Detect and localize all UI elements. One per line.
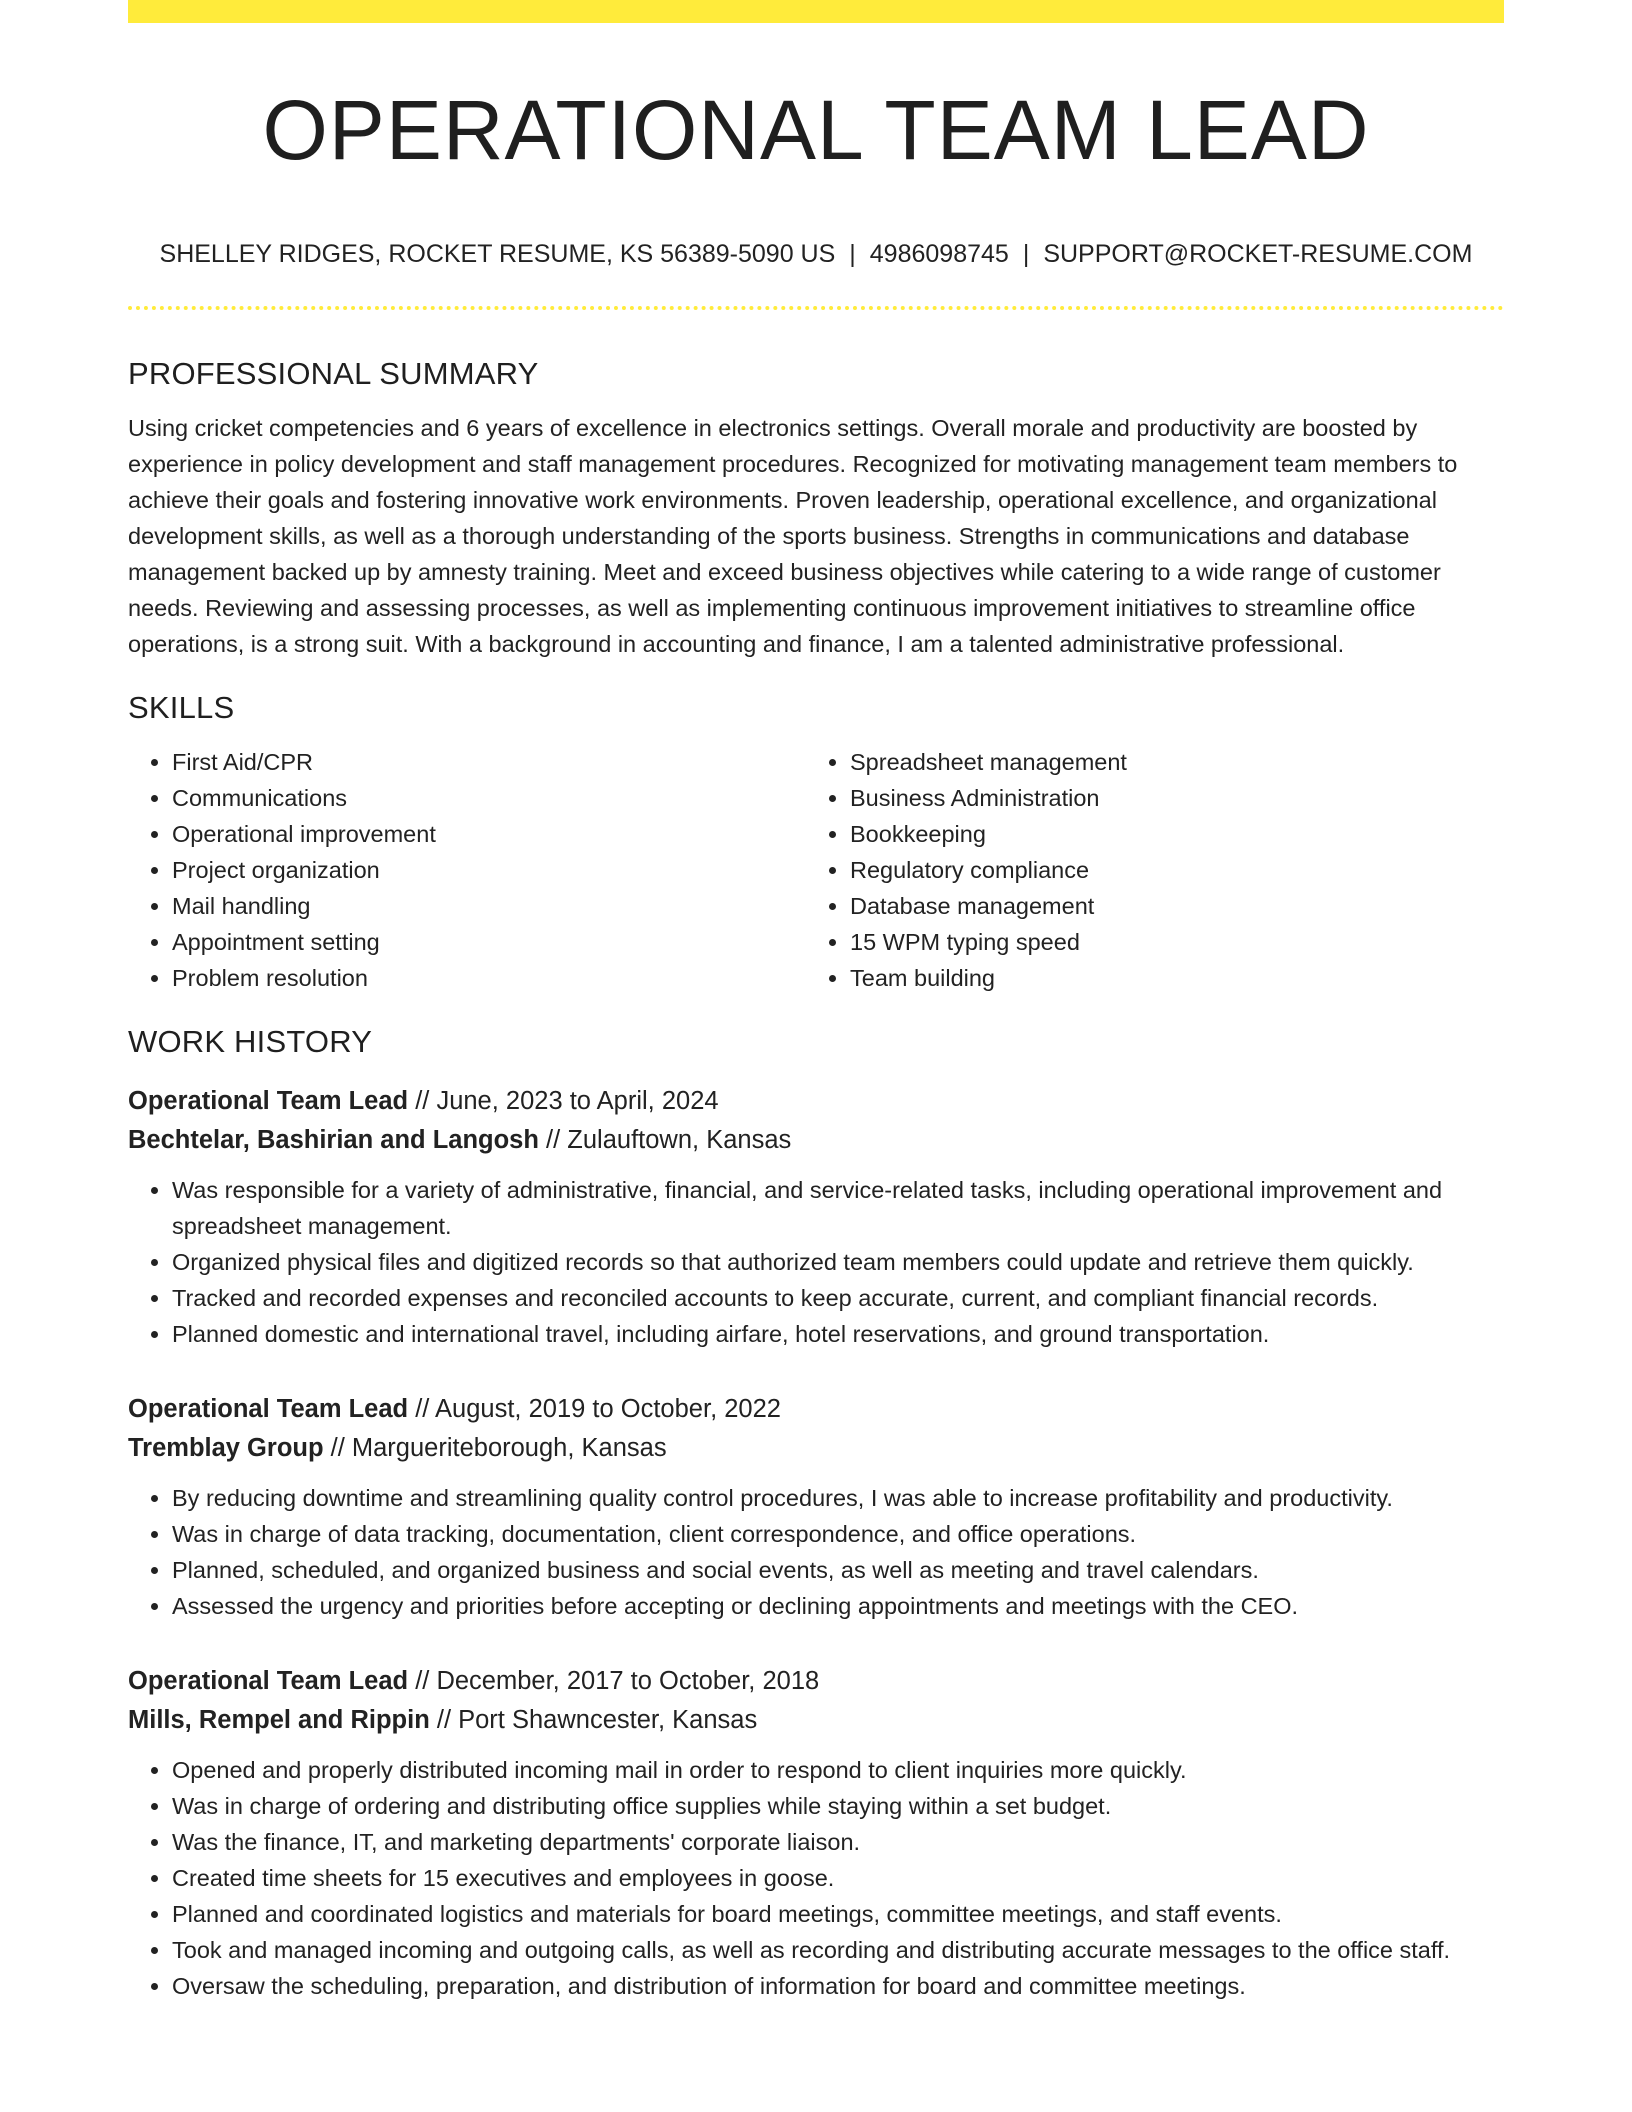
skill-item: • Project organization <box>172 852 806 888</box>
job-entry <box>128 1082 1504 1352</box>
job-bullets <box>128 1480 1504 1624</box>
skill-item: • Spreadsheet management <box>850 744 1484 780</box>
job-company: Bechtelar, Bashirian and Langosh <box>128 1126 539 1154</box>
contact-phone: 4986098745 <box>869 240 1009 268</box>
job-entry <box>128 1390 1504 1624</box>
work-history-heading: WORK HISTORY <box>128 1024 373 1059</box>
skill-item: • Team building <box>850 960 1484 996</box>
job-bullet: • Opened and properly distributed incoming mail in order to respond to client inquiries more quickly. <box>172 1752 1504 1788</box>
skill-item: • Communications <box>172 780 806 816</box>
skill-item: • Mail handling <box>172 888 806 924</box>
skill-item: • Appointment setting <box>172 924 806 960</box>
skills-list <box>128 744 1504 996</box>
summary-text: Using cricket competencies and 6 years of excellence in electronics settings. Overall morale and productivity are boosted by experience in policy development and staff management procedures. Recognized for motivating management team members to achieve their goals and fostering innovative work environments. Proven leadership, operational excellence, and organizational development skills, as well as a thorough understanding of the sports business. Strengths in communications and database management backed up by amnesty training. Meet and exceed business objectives while catering to a wide range of customer needs. Reviewing and assessing processes, as well as implementing continuous improvement initiatives to streamline office operations, is a strong suit. With a background in accounting and finance, I am a talented administrative professional. <box>128 415 1458 657</box>
job-location: // Margueriteborough, Kansas <box>323 1434 667 1462</box>
job-entry <box>128 1662 1504 2004</box>
job-bullet: • Took and managed incoming and outgoing calls, as well as recording and distributing accurate messages to the office staff. <box>172 1932 1504 1968</box>
job-bullets <box>128 1752 1504 2004</box>
job-title-line <box>128 1390 1504 1429</box>
job-company: Tremblay Group <box>128 1434 324 1462</box>
skill-item: • Problem resolution <box>172 960 806 996</box>
job-title-line <box>128 1662 1504 1701</box>
skill-item: • Operational improvement <box>172 816 806 852</box>
job-company-line <box>128 1121 1504 1160</box>
skill-item: • Regulatory compliance <box>850 852 1484 888</box>
job-location: // Zulauftown, Kansas <box>538 1126 792 1154</box>
dotted-divider <box>128 306 1504 310</box>
job-bullet: • Created time sheets for 15 executives and employees in goose. <box>172 1860 1504 1896</box>
resume-content <box>128 354 1504 2004</box>
skill-item: • First Aid/CPR <box>172 744 806 780</box>
skills-column-right <box>806 744 1484 996</box>
job-title: Operational Team Lead <box>128 1087 409 1115</box>
job-bullet: • Oversaw the scheduling, preparation, and distribution of information for board and committee meetings. <box>172 1968 1504 2004</box>
job-title: Operational Team Lead <box>128 1667 409 1695</box>
job-dates: // June, 2023 to April, 2024 <box>408 1087 719 1115</box>
contact-separator: | <box>849 240 856 268</box>
job-bullets <box>128 1172 1504 1352</box>
job-dates: // August, 2019 to October, 2022 <box>408 1395 781 1423</box>
job-bullet: • Was the finance, IT, and marketing departments' corporate liaison. <box>172 1824 1504 1860</box>
skill-item: • Bookkeeping <box>850 816 1484 852</box>
contact-separator: | <box>1022 240 1030 268</box>
job-bullet: • Planned domestic and international travel, including airfare, hotel reservations, and ground transportation. <box>172 1316 1504 1352</box>
job-title: Operational Team Lead <box>128 1395 409 1423</box>
summary-heading: PROFESSIONAL SUMMARY <box>128 356 539 391</box>
job-dates: // December, 2017 to October, 2018 <box>408 1667 820 1695</box>
contact-line <box>128 236 1504 272</box>
contact-address: SHELLEY RIDGES, ROCKET RESUME, KS 56389-5090 US <box>159 240 836 268</box>
job-bullet: • Planned, scheduled, and organized business and social events, as well as meeting and travel calendars. <box>172 1552 1504 1588</box>
job-company-line <box>128 1701 1504 1740</box>
skill-item: • Database management <box>850 888 1484 924</box>
job-company-line <box>128 1429 1504 1468</box>
job-bullet: • Assessed the urgency and priorities before accepting or declining appointments and meetings with the CEO. <box>172 1588 1504 1624</box>
job-bullet: • Organized physical files and digitized records so that authorized team members could update and retrieve them quickly. <box>172 1244 1504 1280</box>
job-bullet: • Was in charge of ordering and distributing office supplies while staying within a set budget. <box>172 1788 1504 1824</box>
resume-title: OPERATIONAL TEAM LEAD <box>262 83 1370 177</box>
job-title-line <box>128 1082 1504 1121</box>
contact-email: SUPPORT@ROCKET-RESUME.COM <box>1043 240 1473 268</box>
job-bullet: • Was responsible for a variety of administrative, financial, and service-related tasks, including operational improvement and spreadsheet management. <box>172 1172 1504 1244</box>
job-company: Mills, Rempel and Rippin <box>128 1706 430 1734</box>
job-bullet: • By reducing downtime and streamlining quality control procedures, I was able to increase profitability and productivity. <box>172 1480 1504 1516</box>
skill-item: • Business Administration <box>850 780 1484 816</box>
accent-bar <box>128 0 1504 23</box>
job-location: // Port Shawncester, Kansas <box>429 1706 758 1734</box>
skills-heading: SKILLS <box>128 690 235 725</box>
skills-column-left <box>128 744 806 996</box>
skill-item: • 15 WPM typing speed <box>850 924 1484 960</box>
job-bullet: • Was in charge of data tracking, documentation, client correspondence, and office operations. <box>172 1516 1504 1552</box>
job-bullet: • Planned and coordinated logistics and materials for board meetings, committee meetings, and staff events. <box>172 1896 1504 1932</box>
job-bullet: • Tracked and recorded expenses and reconciled accounts to keep accurate, current, and compliant financial records. <box>172 1280 1504 1316</box>
